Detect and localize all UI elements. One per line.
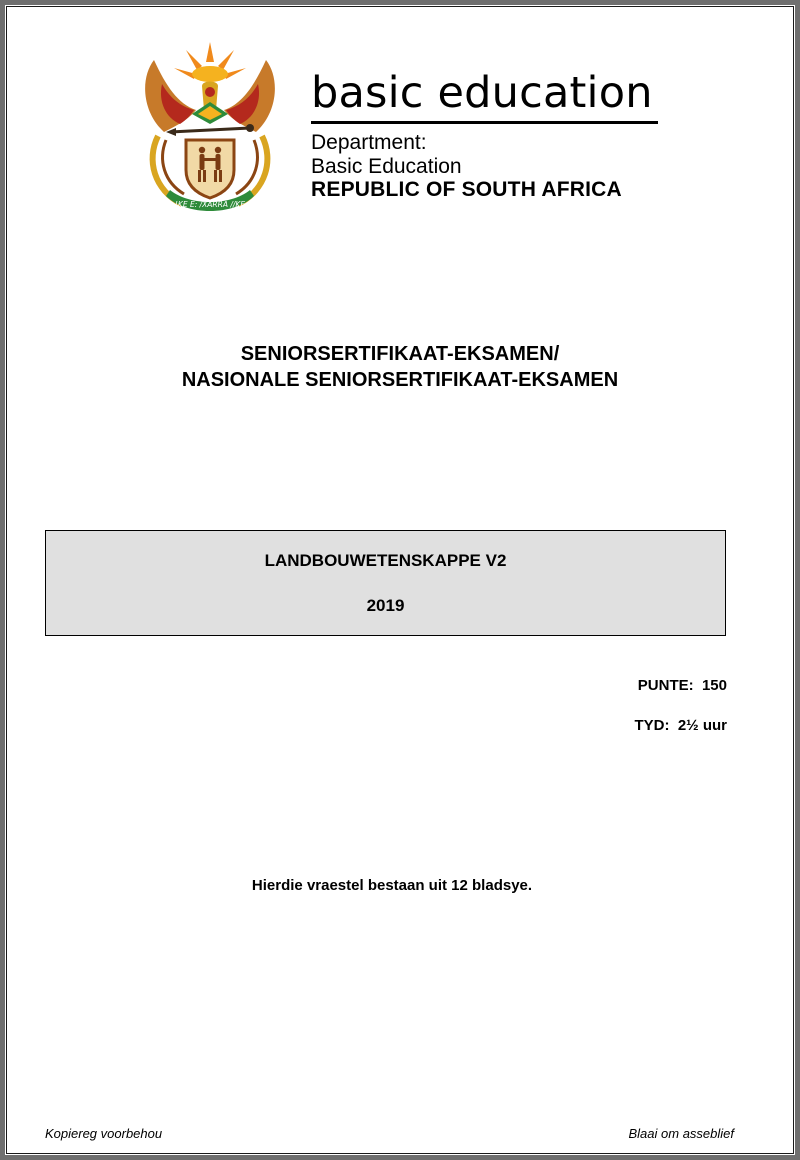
department-name: Basic Education xyxy=(311,155,462,178)
department-label: Department: xyxy=(311,131,427,154)
crest-motto: !KE E: /XARRA //KE xyxy=(174,200,246,209)
copyright-notice: Kopiereg voorbehou xyxy=(45,1126,163,1141)
exam-title-line2: NASIONALE SENIORSERTIFIKAAT-EKSAMEN xyxy=(181,369,619,391)
total-marks: PUNTE: 150 xyxy=(637,677,727,694)
brand-divider xyxy=(311,121,658,124)
country-name: REPUBLIC OF SOUTH AFRICA xyxy=(311,178,622,201)
subject-box xyxy=(45,530,726,636)
page-count-note: Hierdie vraestel bestaan uit 12 bladsye. xyxy=(251,877,533,894)
brand-name: basic education xyxy=(311,68,653,118)
exam-title-line1: SENIORSERTIFIKAAT-EKSAMEN/ xyxy=(240,343,560,365)
coat-of-arms-icon xyxy=(136,40,284,216)
turn-over-notice: Blaai om asseblief xyxy=(628,1126,734,1141)
subject-name: LANDBOUWETENSKAPPE V2 xyxy=(264,551,507,570)
exam-duration: TYD: 2½ uur xyxy=(634,717,727,734)
subject-year: 2019 xyxy=(366,596,405,615)
